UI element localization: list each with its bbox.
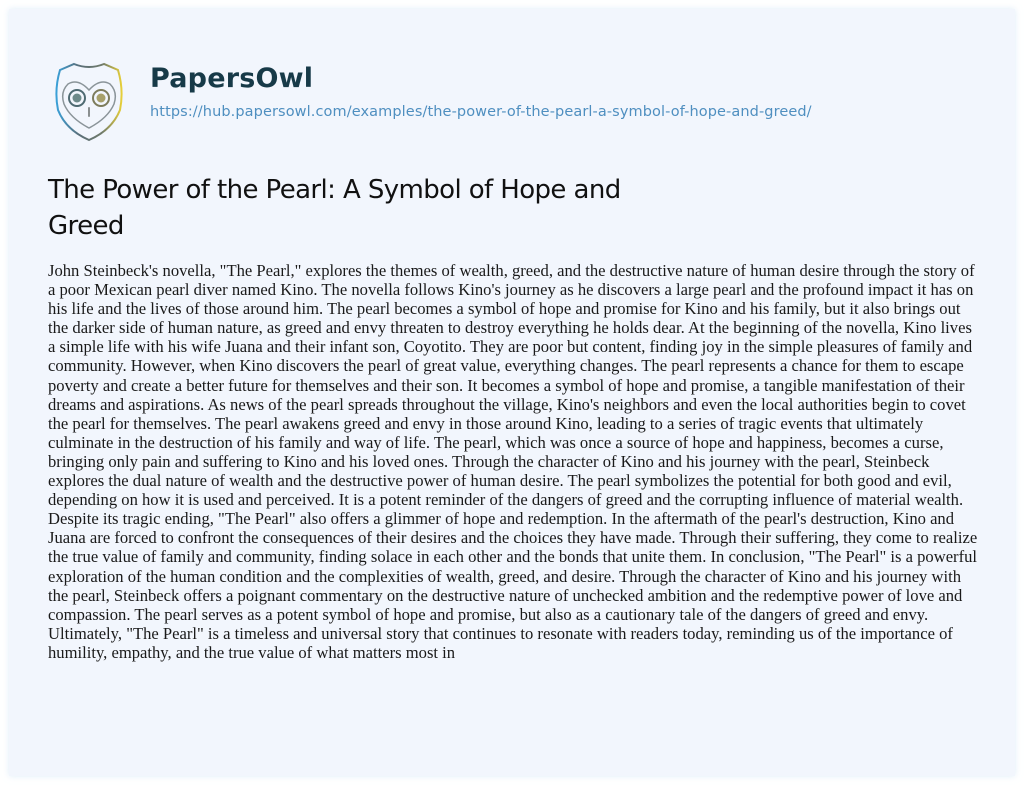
page-title: The Power of the Pearl: A Symbol of Hope and Greed — [48, 175, 621, 241]
brand-name[interactable]: PapersOwl — [150, 63, 314, 94]
brand-block — [150, 60, 812, 122]
site-header — [52, 60, 812, 150]
owl-logo-icon — [52, 60, 126, 142]
source-url-link[interactable]: https://hub.papersowl.com/examples/the-power-of-the-pearl-a-symbol-of-hope-and-greed/ — [150, 104, 812, 120]
article-body: John Steinbeck's novella, "The Pearl," explores the themes of wealth, greed, and the destructive nature of human desire through the story of a poor Mexican pearl diver named Kino. The novella follows Kino's journey as he discovers a large pearl and the profound impact it has on his life and the lives of those around him. The pearl becomes a symbol of hope and promise for Kino and his family, but it also brings out the darker side of human nature, as greed and envy threaten to destroy everything he holds dear. At the beginning of the novella, Kino lives a simple life with his wife Juana and their infant son, Coyotito. They are poor but content, finding joy in the simple pleasures of family and community. However, when Kino discovers the pearl of great value, everything changes. The pearl represents a chance for them to escape poverty and create a better future for themselves and their son. It becomes a symbol of hope and promise, a tangible manifestation of their dreams and aspirations. As news of the pearl spreads throughout the village, Kino's neighbors and even the local authorities begin to covet the pearl for themselves. The pearl awakens greed and envy in those around Kino, leading to a series of tragic events that ultimately culminate in the destruction of his family and way of life. The pearl, which was once a source of hope and happiness, becomes a curse, bringing only pain and suffering to Kino and his loved ones. Through the character of Kino and his journey with the pearl, Steinbeck explores the dual nature of wealth and the destructive power of human desire. The pearl symbolizes the potential for both good and evil, depending on how it is used and perceived. It is a potent reminder of the dangers of greed and the corrupting influence of material wealth. Despite its tragic ending, "The Pearl" also offers a glimmer of hope and redemption. In the aftermath of the pearl's destruction, Kino and Juana are forced to confront the consequences of their desires and the choices they have made. Through their suffering, they come to realize the true value of family and community, finding solace in each other and the bonds that unite them. In conclusion, "The Pearl" is a powerful exploration of the human condition and the complexities of wealth, greed, and desire. Through the character of Kino and his journey with the pearl, Steinbeck offers a poignant commentary on the destructive nature of unchecked ambition and the redemptive power of love and compassion. The pearl serves as a potent symbol of hope and promise, but also as a cautionary tale of the dangers of greed and envy. Ultimately, "The Pearl" is a timeless and universal story that continues to resonate with readers today, reminding us of the importance of humility, empathy, and the true value of what matters most in — [48, 261, 978, 662]
